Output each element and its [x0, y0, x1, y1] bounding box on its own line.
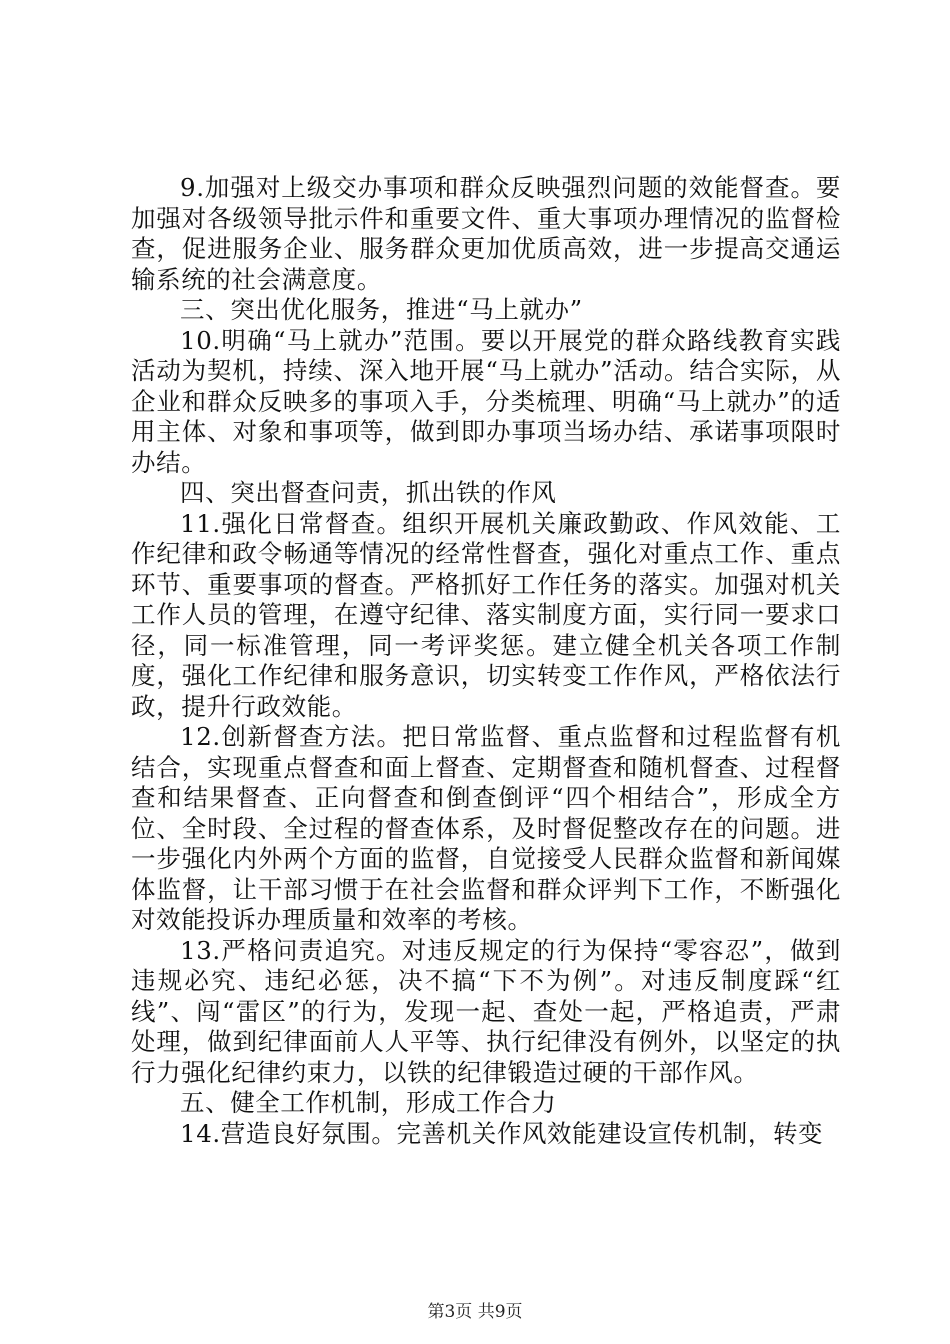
paragraph-item-11: 11.强化日常督查。组织开展机关廉政勤政、作风效能、工作纪律和政令畅通等情况的经常性督查，强化对重点工作、重点环节、重要事项的督查。严格抓好工作任务的落实。加强对机关工作人员的管理，在遵守纪律、落实制度方面，实行同一要求口径，同一标准管理，同一考评奖惩。建立健全机关各项工作制度，强化工作纪律和服务意识，切实转变工作作风，严格依法行政，提升行政效能。	[131, 508, 841, 721]
section-heading-4: 四、突出督查问责，抓出铁的作风	[180, 478, 557, 507]
paragraph-item-12: 12.创新督查方法。把日常监督、重点监督和过程监督有机结合，实现重点督查和面上督查、定期督查和随机督查、过程督查和结果督查、正向督查和倒查倒评“四个相结合”，形成全方位、全时段、全过程的督查体系，及时督促整改存在的问题。进一步强化内外两个方面的监督，自觉接受人民群众监督和新闻媒体监督，让干部习惯于在社会监督和群众评判下工作，不断强化对效能投诉办理质量和效率的考核。	[131, 722, 841, 934]
section-heading-5: 五、健全工作机制，形成工作合力	[180, 1088, 557, 1117]
page-number-footer: 第3页 共9页	[427, 1302, 523, 1322]
document-body	[131, 173, 841, 1149]
paragraph-item-10: 10.明确“马上就办”范围。要以开展党的群众路线教育实践活动为契机，持续、深入地开展“马上就办”活动。结合实际，从企业和群众反映多的事项入手，分类梳理、明确“马上就办”的适用主体、对象和事项等，做到即办事项当场办结、承诺事项限时办结。	[131, 325, 841, 477]
paragraph-item-14: 14.营造良好氛围。完善机关作风效能建设宣传机制，转变	[180, 1118, 824, 1148]
paragraph-item-9: 9.加强对上级交办事项和群众反映强烈问题的效能督查。要加强对各级领导批示件和重要文件、重大事项办理情况的监督检查，促进服务企业、服务群众更加优质高效，进一步提高交通运输系统的社会满意度。	[131, 173, 841, 294]
paragraph-item-13: 13.严格问责追究。对违反规定的行为保持“零容忍”，做到违规必究、违纪必惩，决不搞“下不为例”。对违反制度踩“红线”、闯“雷区”的行为，发现一起、查处一起，严格追责，严肃处理，做到纪律面前人人平等、执行纪律没有例外，以坚定的执行力强化纪律约束力，以铁的纪律锻造过硬的干部作风。	[131, 935, 841, 1087]
section-heading-3: 三、突出优化服务，推进“马上就办”	[180, 295, 583, 324]
